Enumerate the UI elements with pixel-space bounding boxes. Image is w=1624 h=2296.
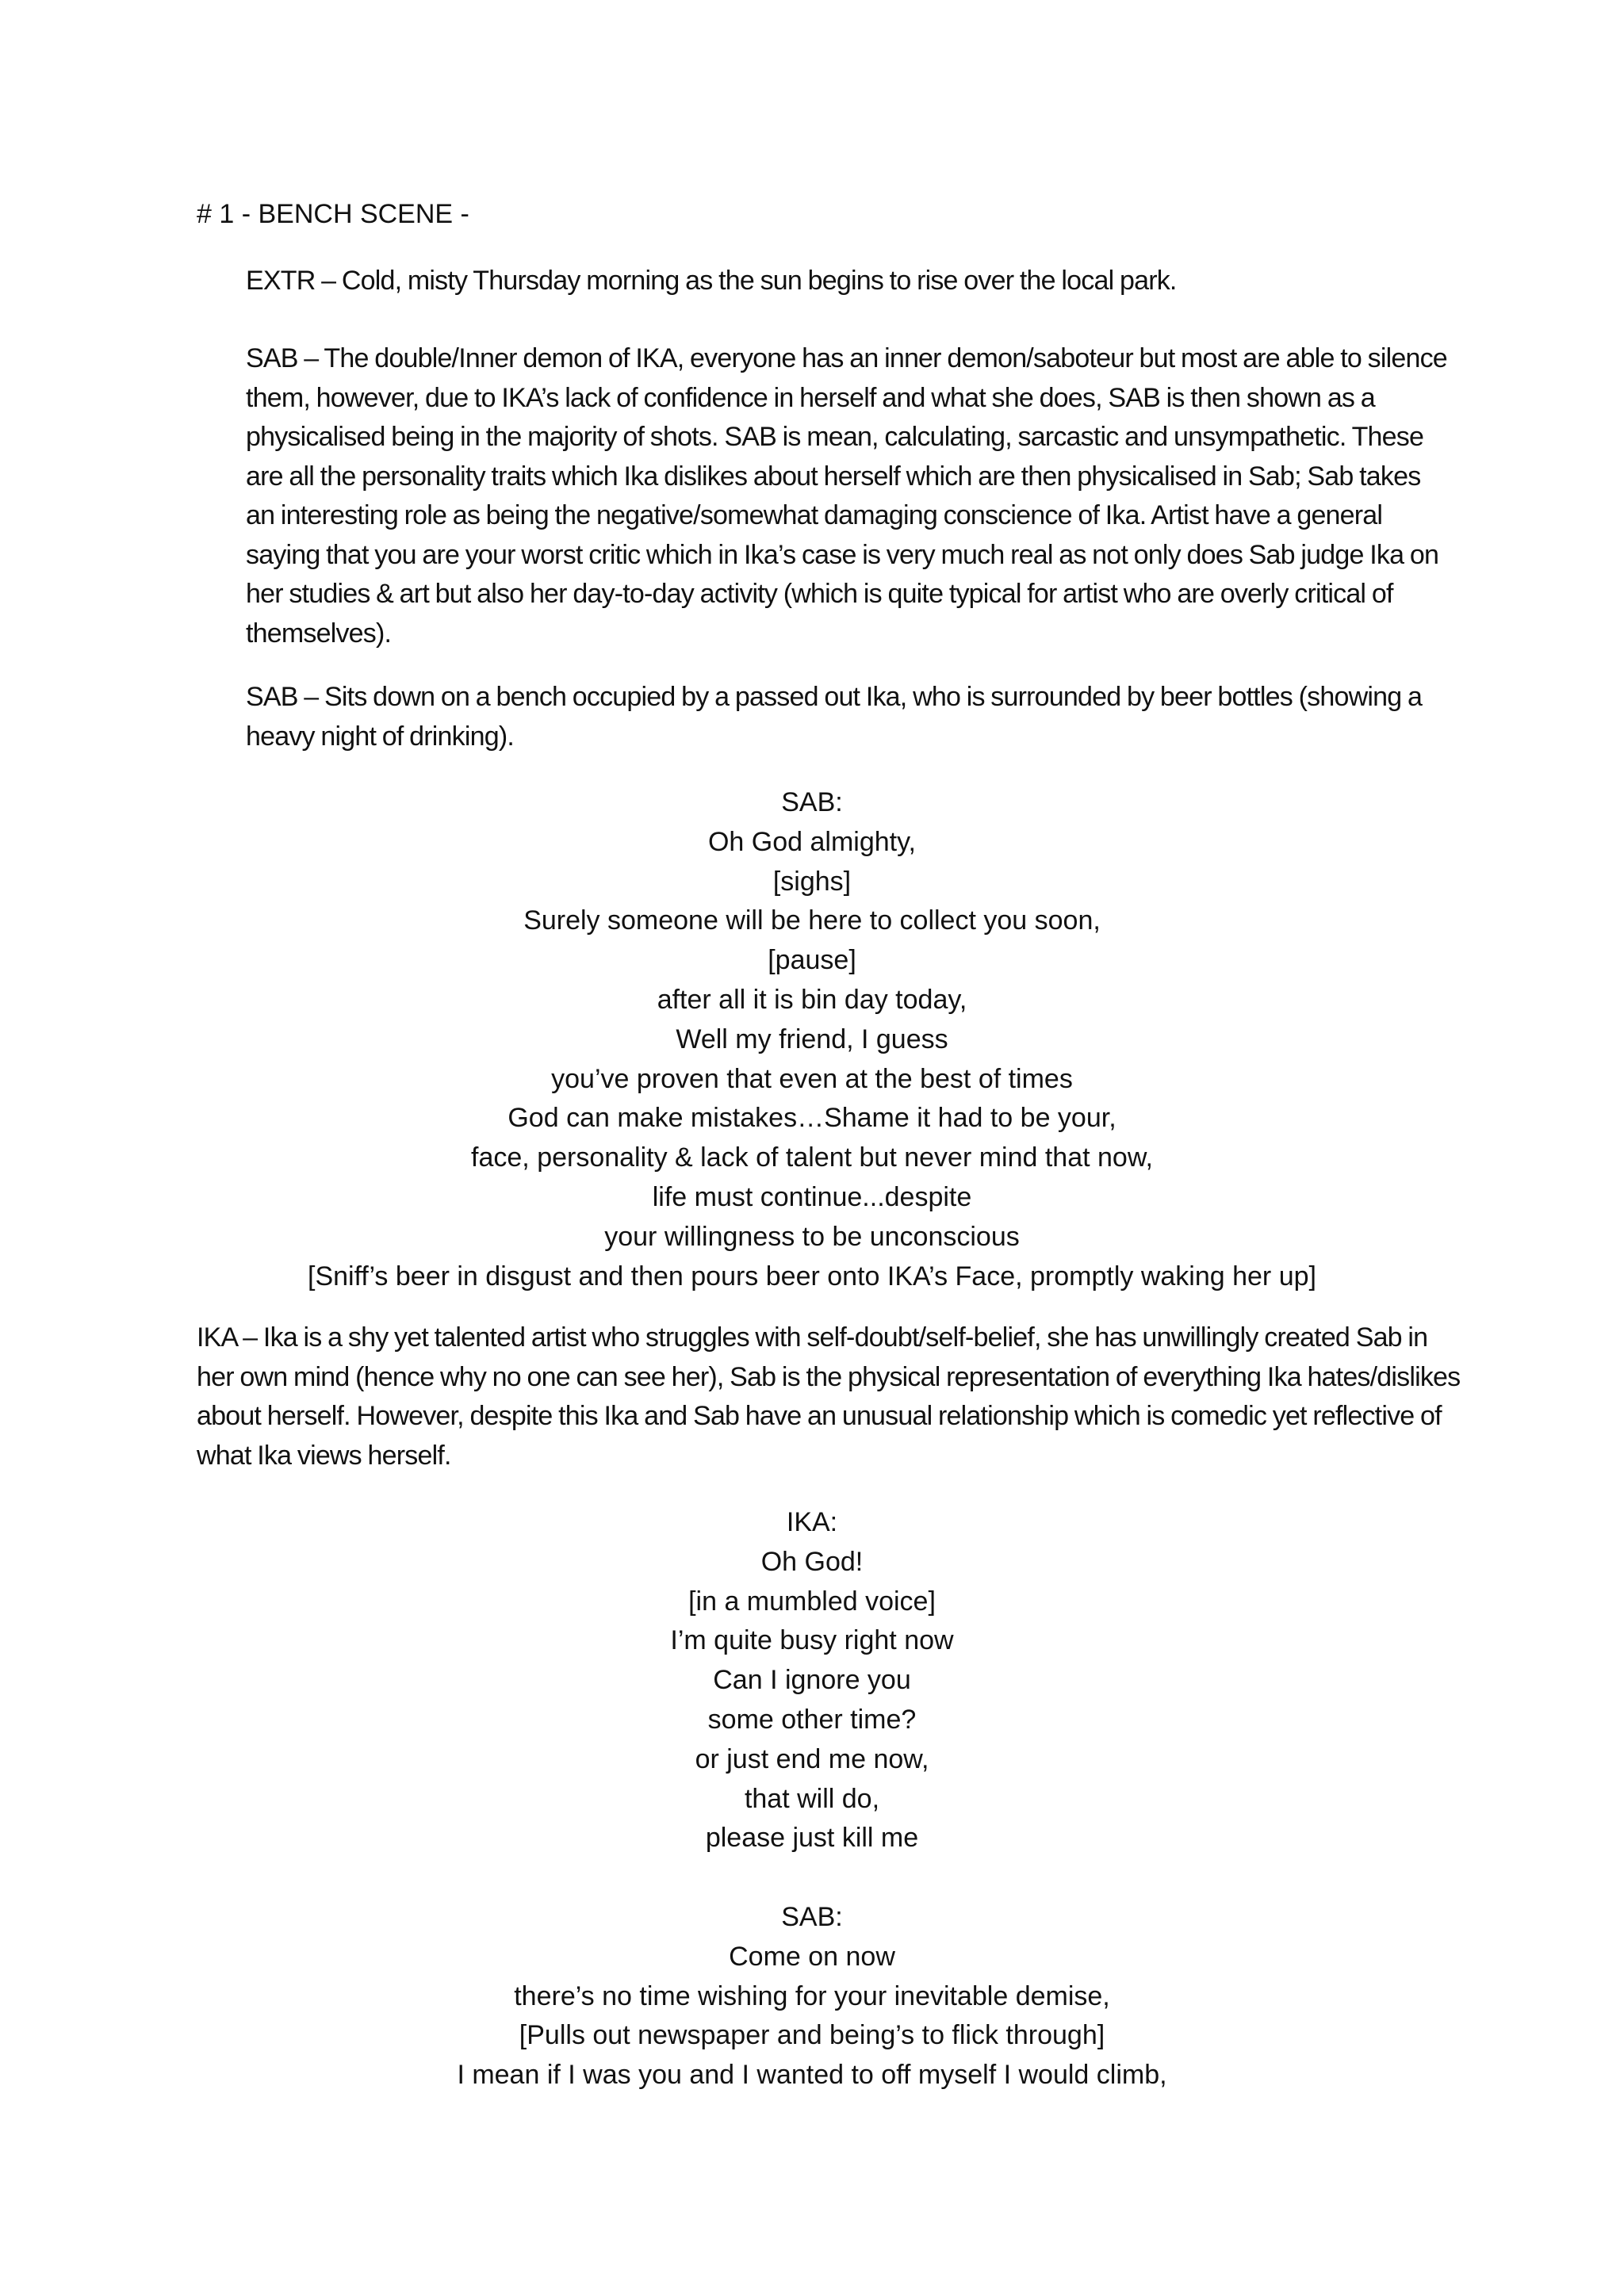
- dialogue-line: life must continue...despite: [652, 1181, 972, 1212]
- character-name: SAB:: [781, 1902, 843, 1932]
- dialogue-block-sab-1: [0, 783, 1624, 1296]
- dialogue-line: Oh God!: [760, 1546, 864, 1577]
- dialogue-line: Well my friend, I guess: [676, 1024, 948, 1054]
- character-name: IKA:: [786, 1507, 838, 1537]
- dialogue-block-sab-2: [0, 1898, 1624, 2095]
- dialogue-line: that will do,: [744, 1783, 880, 1814]
- parenthetical: [pause]: [768, 945, 856, 976]
- dialogue-line: your willingness to be unconscious: [604, 1221, 1020, 1252]
- dialogue-line: there’s no time wishing for your inevitable demise,: [514, 1980, 1110, 2011]
- stage-direction: [Sniff’s beer in disgust and then pours beer onto IKA’s Face, promptly waking her up]: [308, 1261, 1316, 1292]
- sab-action-description: [246, 678, 1451, 756]
- dialogue-line: you’ve proven that even at the best of times: [551, 1063, 1073, 1094]
- scene-heading: # 1 - BENCH SCENE -: [197, 199, 469, 229]
- dialogue-line: some other time?: [707, 1704, 917, 1735]
- setting-description: [246, 262, 1451, 301]
- character-name: SAB:: [781, 787, 843, 817]
- dialogue-line: Can I ignore you: [713, 1665, 911, 1696]
- dialogue-block-ika: [0, 1503, 1624, 1858]
- dialogue-line: Oh God almighty,: [707, 826, 917, 857]
- parenthetical: [in a mumbled voice]: [688, 1586, 936, 1617]
- dialogue-line: Surely someone will be here to collect you soon,: [523, 905, 1101, 936]
- dialogue-line: please just kill me: [705, 1823, 919, 1854]
- stage-direction: [Pulls out newspaper and being’s to flick through]: [519, 2020, 1105, 2051]
- parenthetical: [sighs]: [772, 866, 852, 897]
- sab-character-description: [246, 339, 1451, 653]
- dialogue-line: after all it is bin day today,: [657, 984, 967, 1015]
- sab-action-text: SAB – Sits down on a bench occupied by a passed out Ika, who is surrounded by beer bottles (showing a heavy night of drinking).: [246, 682, 1423, 752]
- dialogue-line: Come on now: [729, 1941, 895, 1972]
- dialogue-line: I mean if I was you and I wanted to off myself I would climb,: [457, 2060, 1167, 2091]
- ika-description-text: IKA – Ika is a shy yet talented artist who struggles with self-doubt/self-belief, she has unwillingly created Sab in her own mind (hence why no one can see her), Sab is the physical representation of everything Ika hates/dislikes about herself. However, despite this Ika and Sab have an unusual relationship which is comedic yet reflective of what Ika views herself.: [197, 1322, 1461, 1471]
- dialogue-line: or just end me now,: [695, 1743, 929, 1774]
- sab-description-text: SAB – The double/Inner demon of IKA, everyone has an inner demon/saboteur but most are able to silence them, however, due to IKA’s lack of confidence in herself and what she does, SAB is then shown as a physicalised being in the majority of shots. SAB is mean, calculating, sarcastic and unsympathetic. These are all the personality traits which Ika dislikes about herself which are then physicalised in Sab; Sab takes an interesting role as being the negative/somewhat damaging conscience of Ika. Artist have a general saying that you are your worst critic which in Ika’s case is very much real as not only does Sab judge Ika on her studies & art but also her day-to-day activity (which is quite typical for artist who are overly critical of themselves).: [246, 343, 1447, 649]
- ika-character-description: [197, 1318, 1465, 1475]
- setting-text: EXTR – Cold, misty Thursday morning as the sun begins to rise over the local park.: [246, 266, 1177, 296]
- dialogue-line: God can make mistakes…Shame it had to be your,: [508, 1103, 1116, 1134]
- dialogue-line: I’m quite busy right now: [670, 1625, 954, 1656]
- dialogue-line: face, personality & lack of talent but never mind that now,: [471, 1142, 1153, 1173]
